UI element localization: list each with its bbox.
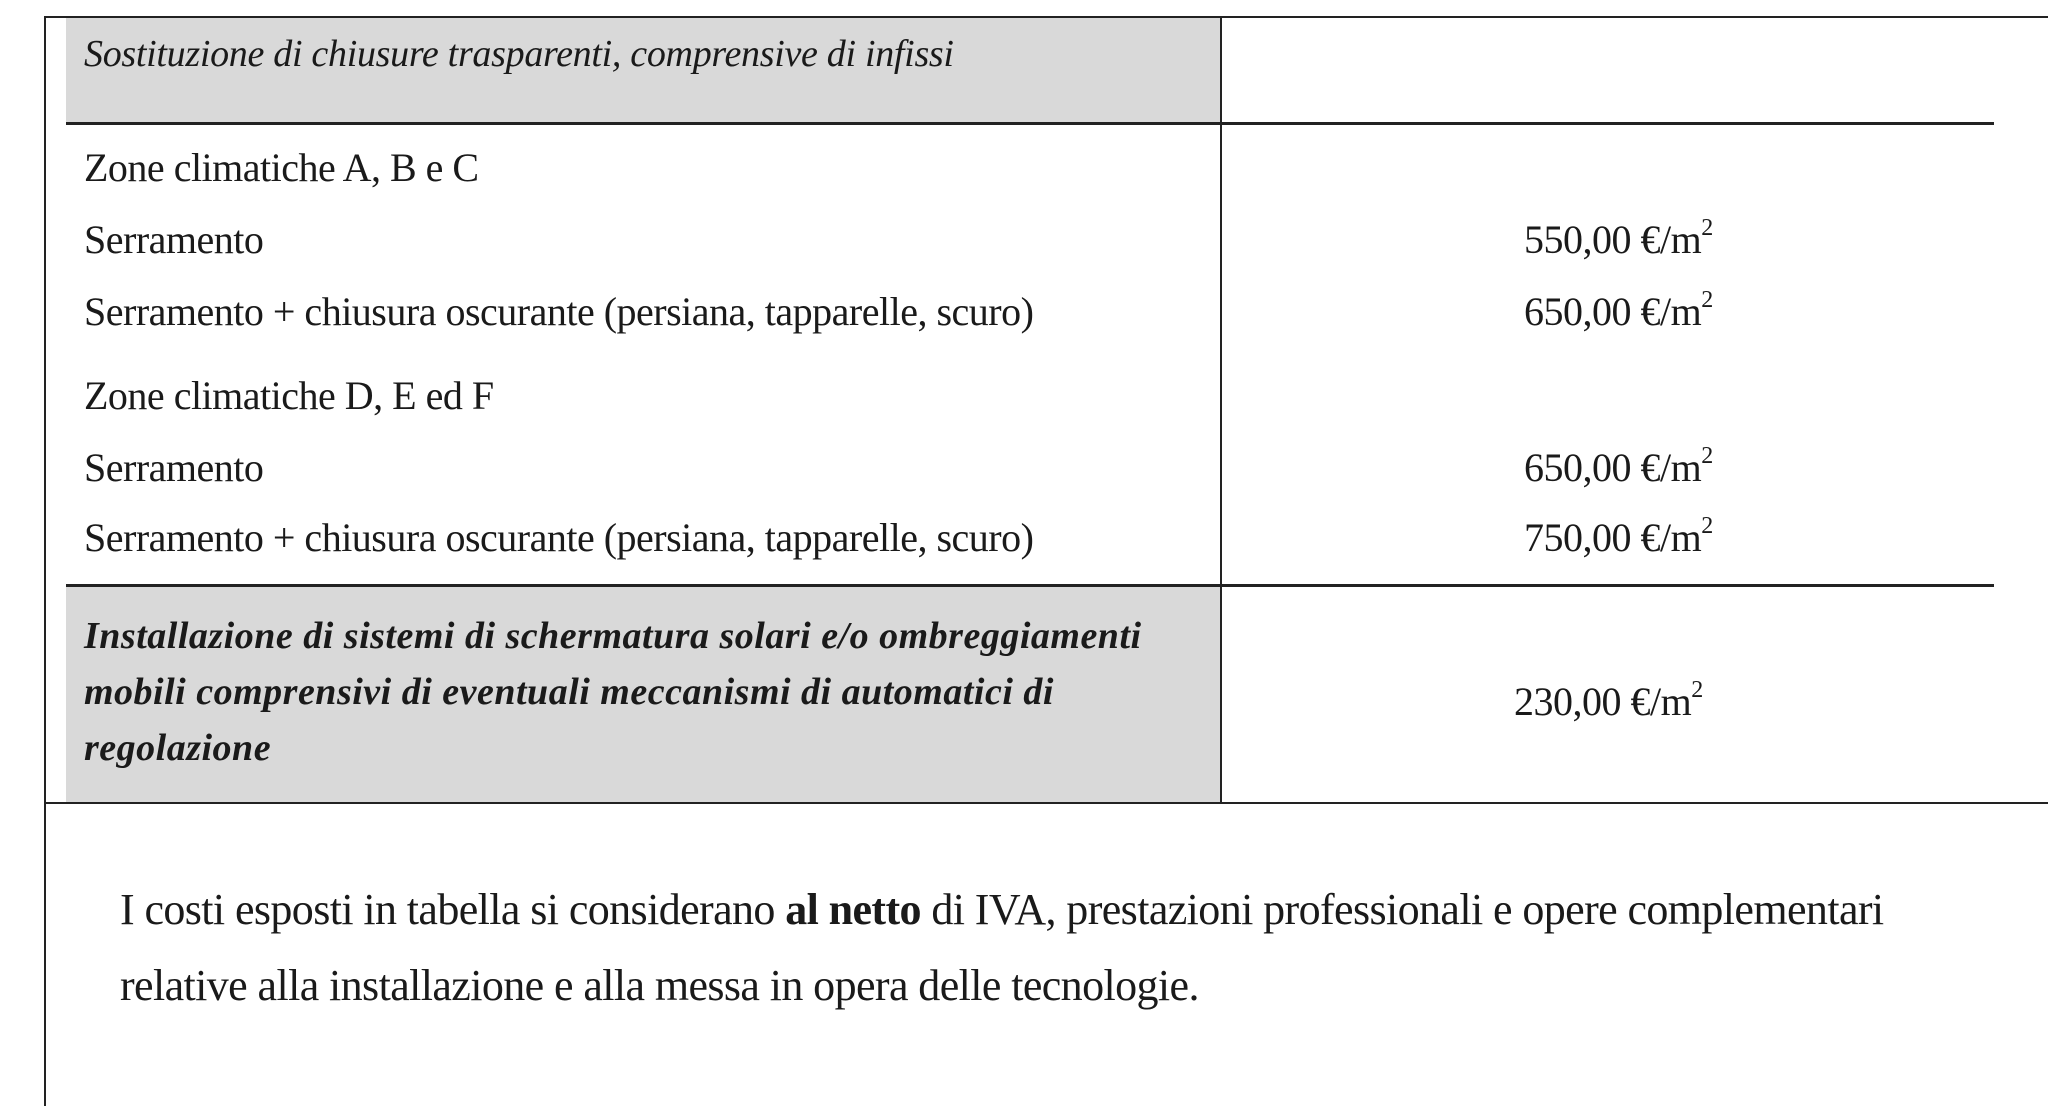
row-label: Serramento — [84, 445, 264, 490]
top-right-border — [1220, 16, 2048, 18]
row-label: Serramento — [84, 217, 264, 262]
section2-price: 230,00 $€/m^2$ — [1514, 677, 1703, 724]
section2-header-line: regolazione — [84, 727, 272, 769]
row-price: 650,00 $€/m^2$ — [1524, 443, 1713, 490]
section2-header-line: mobili comprensivi di eventuali meccanismi di automatici di — [84, 671, 1054, 713]
row-label: Serramento + chiusura oscurante (persiana, tapparelle, scuro) — [84, 515, 1034, 560]
section1-rule — [66, 122, 1994, 125]
zone-label-abc: Zone climatiche A, B e C — [84, 145, 479, 190]
row-label: Serramento + chiusura oscurante (persiana, tapparelle, scuro) — [84, 289, 1034, 334]
cost-note: I costi esposti in tabella si considerano al netto di IVA, prestazioni professionali e opere complementari relative alla installazione e alla messa in opera delle tecnologie. — [120, 885, 1884, 1010]
column-divider — [1220, 16, 1222, 802]
row-price: 650,00 $€/m^2$ — [1524, 287, 1713, 334]
cost-note-bold: al netto — [785, 885, 921, 934]
row-price: 550,00 $€/m^2$ — [1524, 215, 1713, 262]
row-price: 750,00 $€/m^2$ — [1524, 513, 1713, 560]
section2-header-line: Installazione di sistemi di schermatura solari e/o ombreggiamenti — [84, 615, 1142, 657]
section1-header: Sostituzione di chiusure trasparenti, comprensive di infissi — [84, 33, 954, 75]
zone-label-def: Zone climatiche D, E ed F — [84, 373, 494, 418]
table-bottom-border — [44, 802, 2048, 804]
